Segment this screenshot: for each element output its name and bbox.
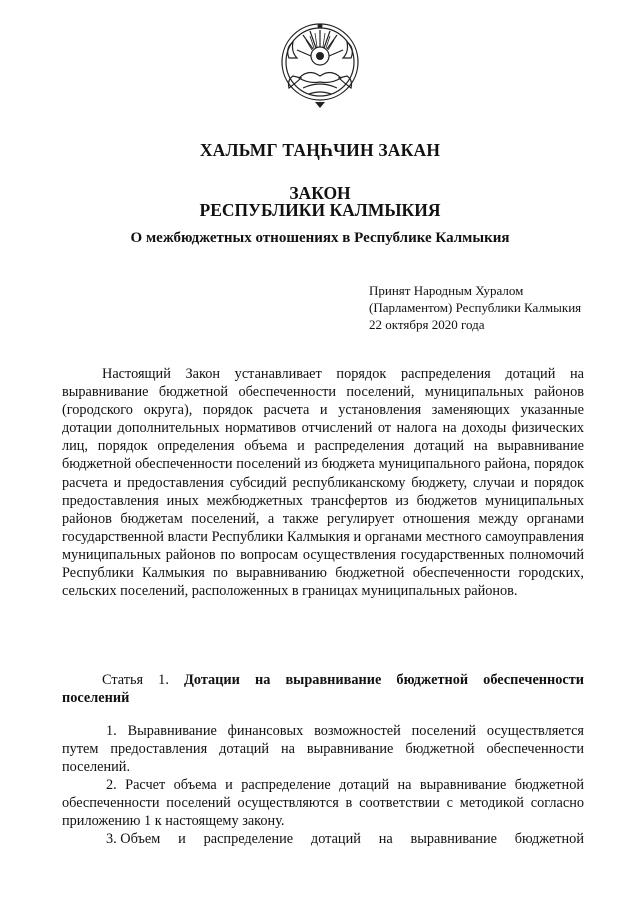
article-1-title: Дотации на выравнивание бюджетной обеспеченности поселений — [62, 672, 585, 707]
kalmyk-title: ХАЛЬМГ ТАҢҺЧИН ЗАКАН — [199, 140, 441, 160]
p3-word: 3. Объем — [106, 831, 161, 847]
adoption-line-1: Принят Народным Хуралом — [369, 283, 524, 298]
article-1-paragraph-3 — [106, 830, 584, 848]
adoption-date: 22 октября 2020 года — [369, 317, 485, 332]
preamble-paragraph: Настоящий Закон устанавливает порядок распределения дотаций на выравнивание бюджетной обеспеченности поселений, муниципальных районов (городского округа), порядок расчета и установления заменяющих указанные дотации дополнительных нормативов отчислений от налога на доходы физических лиц, порядок определения объема и распределения дотаций на выравнивание бюджетной обеспеченности поселений из бюджета муниципального района, порядок расчета и предоставления субсидий республиканскому бюджету, случаи и порядок предоставления иных межбюджетных трансфертов из бюджетов муниципальных районов бюджетам поселений, а также регулирует отношения между органами государственной власти Республики Калмыкия и органами местного самоуправления муниципальных районов по вопросам осуществления государственных полномочий Республики Калмыкия по выравниванию бюджетной обеспеченности городских, сельских поселений, расположенных в границах муниципальных районов. — [62, 366, 584, 600]
p3-word: выравнивание — [410, 831, 497, 847]
p3-word: распределение — [203, 831, 294, 847]
p3-word: дотаций — [310, 831, 361, 847]
law-subject: О межбюджетных отношениях в Республике Калмыкия — [130, 230, 510, 246]
adoption-line-2: (Парламентом) Республики Калмыкия — [369, 300, 582, 315]
article-1-prefix: Статья 1. — [102, 672, 169, 688]
kalmykia-coat-of-arms-icon — [279, 18, 361, 110]
republic-heading: РЕСПУБЛИКИ КАЛМЫКИЯ — [199, 200, 441, 220]
p3-word: бюджетной — [514, 831, 584, 847]
article-1-heading — [62, 671, 584, 707]
law-heading: ЗАКОН — [289, 183, 351, 203]
adoption-note — [369, 282, 581, 333]
p3-word: на — [378, 831, 393, 847]
article-1-paragraph-2: 2. Расчет объема и распределение дотаций на выравнивание бюджетной обеспеченности поселений осуществляются в соответствии с методикой согласно приложению 1 к настоящему закону. — [62, 777, 584, 830]
article-1-paragraph-1: 1. Выравнивание финансовых возможностей поселений осуществляется путем предоставления дотаций на выравнивание бюджетной обеспеченности поселений. — [62, 723, 584, 776]
p3-word: и — [178, 831, 186, 847]
